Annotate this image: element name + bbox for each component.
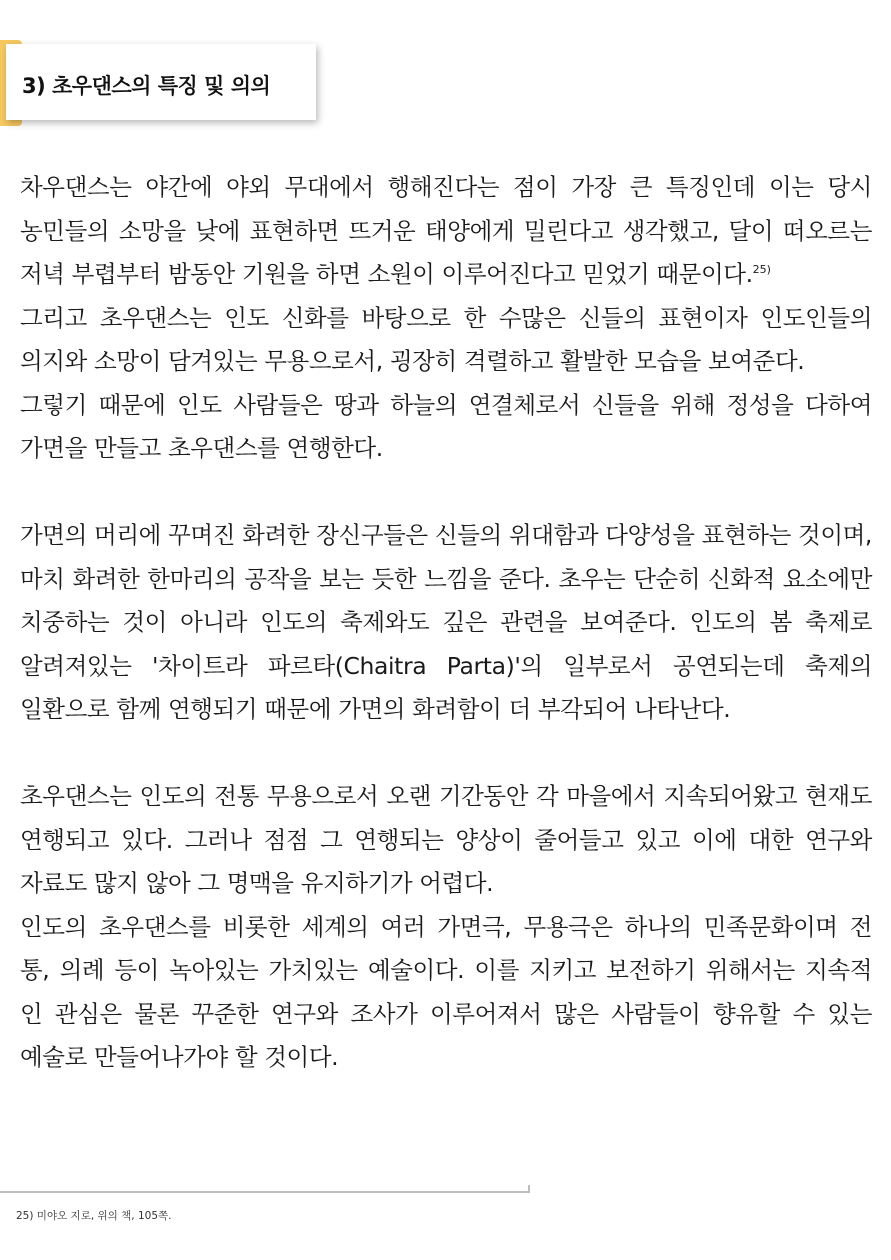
text-line: 통, 의례 등이 녹아있는 가치있는 예술이다. 이를 지키고 보전하기 위해서는 지속적 bbox=[20, 956, 872, 984]
text-line: 알려져있는 '차이트라 파르타(Chaitra Parta)'의 일부로서 공연되는데 축제의 bbox=[20, 651, 872, 680]
text-line: 치중하는 것이 아니라 인도의 축제와도 깊은 관련을 보여준다. 인도의 봄 축제로 bbox=[20, 608, 872, 636]
text-line: 연행되고 있다. 그러나 점점 그 연행되는 양상이 줄어들고 있고 이에 대한 연구와 bbox=[20, 825, 872, 854]
text-line: 자료도 많지 않아 그 명맥을 유지하기가 어렵다. bbox=[20, 869, 494, 897]
text-line: 인도의 초우댄스를 비롯한 세계의 여러 가면극, 무용극은 하나의 민족문화이며 전 bbox=[20, 912, 872, 941]
text-line: 저녁 부렵부터 밤동안 기원을 하면 소원이 이루어진다고 믿었기 때문이다. bbox=[20, 260, 753, 288]
paragraph-3 bbox=[20, 384, 872, 471]
paragraph-5 bbox=[20, 775, 872, 906]
text-line: 농민들의 소망을 낮에 표현하면 뜨거운 태양에게 밀린다고 생각했고, 달이 떠오르는 bbox=[20, 216, 872, 245]
text-line: 초우댄스는 인도의 전통 무용으로서 오랜 기간동안 각 마을에서 지속되어왔고 현재도 bbox=[20, 782, 872, 810]
section-title: 3) 초우댄스의 특징 및 의의 bbox=[22, 74, 271, 98]
paragraph-6 bbox=[20, 906, 872, 1080]
text-line: 그리고 초우댄스는 인도 신화를 바탕으로 한 수많은 신들의 표현이자 인도인들의 bbox=[20, 303, 872, 332]
text-line: 인 관심은 물론 꾸준한 연구와 조사가 이루어져서 많은 사람들이 향유할 수 있는 bbox=[20, 999, 872, 1028]
text-line: 마치 화려한 한마리의 공작을 보는 듯한 느낌을 준다. 초우는 단순히 신화적 요소에만 bbox=[20, 564, 872, 593]
text-line: 의지와 소망이 담겨있는 무용으로서, 굉장히 격렬하고 활발한 모습을 보여준다. bbox=[20, 347, 805, 375]
text-line: 차우댄스는 야간에 야외 무대에서 행해진다는 점이 가장 큰 특징인데 이는 당시 bbox=[20, 173, 872, 201]
text-line: 일환으로 함께 연행되기 때문에 가면의 화려함이 더 부각되어 나타난다. bbox=[20, 695, 731, 723]
text-line: 그렇기 때문에 인도 사람들은 땅과 하늘의 연결체로서 신들을 위해 정성을 다하여 bbox=[20, 390, 872, 419]
text-line: 가면의 머리에 꾸며진 화려한 장신구들은 신들의 위대함과 다양성을 표현하는 것이며, bbox=[20, 521, 872, 549]
text-line: 예술로 만들어나가야 할 것이다. bbox=[20, 1043, 339, 1071]
text-line-with-footnote bbox=[20, 253, 872, 297]
text-line: 가면을 만들고 초우댄스를 연행한다. bbox=[20, 434, 383, 462]
paragraph-1 bbox=[20, 166, 872, 297]
paragraph-4 bbox=[20, 514, 872, 732]
paragraph-2 bbox=[20, 297, 872, 384]
footnote-divider bbox=[0, 1185, 530, 1193]
footnote-reference[interactable]: 25) bbox=[752, 263, 771, 277]
body-text bbox=[20, 166, 872, 1080]
footnote: 25) 미야오 지로, 위의 책, 105쪽. bbox=[16, 1210, 172, 1222]
